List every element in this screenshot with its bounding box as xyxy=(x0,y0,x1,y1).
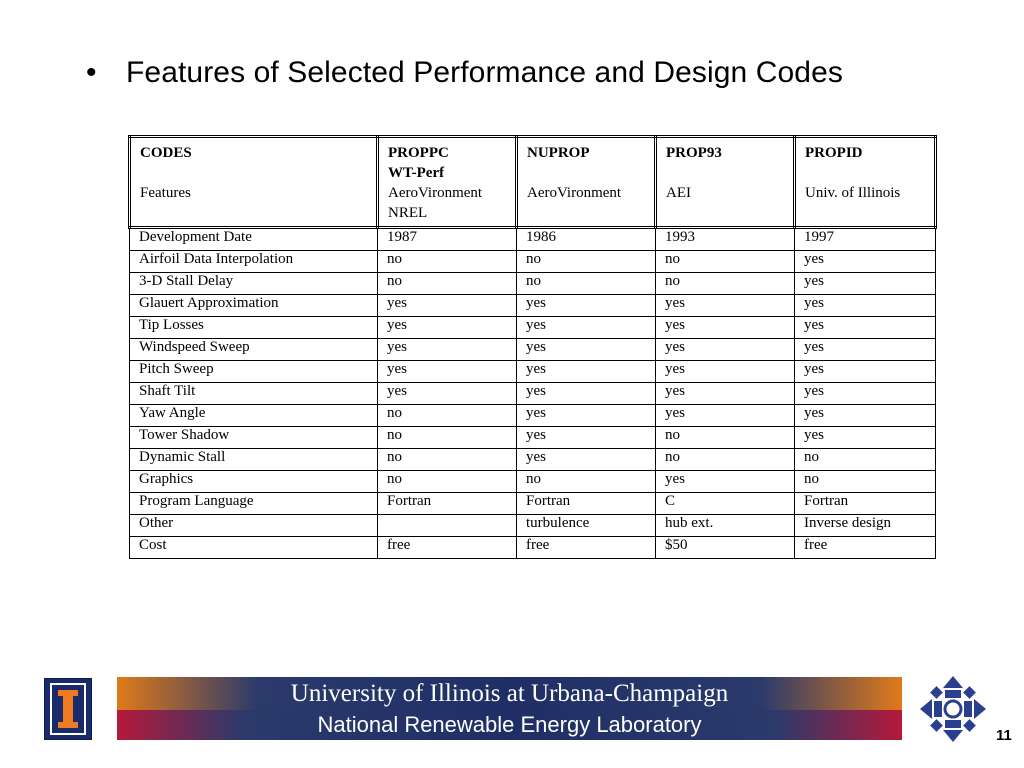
table-cell: yes xyxy=(517,317,656,339)
table-row xyxy=(130,339,936,361)
table-cell: free xyxy=(378,537,517,559)
table-cell xyxy=(378,515,517,537)
feature-name-cell: Airfoil Data Interpolation xyxy=(130,251,378,273)
table-cell: yes xyxy=(378,383,517,405)
table-cell: Fortran xyxy=(378,493,517,515)
header-code-name: NUPROP xyxy=(527,145,590,161)
table-cell: yes xyxy=(795,295,936,317)
feature-name-cell: 3-D Stall Delay xyxy=(130,273,378,295)
table-row xyxy=(130,295,936,317)
feature-name-cell: Tower Shadow xyxy=(130,427,378,449)
table-cell: yes xyxy=(795,339,936,361)
table-cell: no xyxy=(378,427,517,449)
table-cell: no xyxy=(378,471,517,493)
table-row xyxy=(130,273,936,295)
table-cell: no xyxy=(795,449,936,471)
table-cell: no xyxy=(656,251,795,273)
table-cell: no xyxy=(656,449,795,471)
feature-name-cell: Development Date xyxy=(130,228,378,251)
table-cell: yes xyxy=(378,317,517,339)
table-cell: yes xyxy=(378,295,517,317)
table-cell: yes xyxy=(795,273,936,295)
table-row xyxy=(130,361,936,383)
table-cell: yes xyxy=(378,361,517,383)
table-cell: 1987 xyxy=(378,228,517,251)
bullet-icon: • xyxy=(86,56,97,89)
table-cell: yes xyxy=(517,361,656,383)
header-origin: NREL xyxy=(388,205,428,221)
table-row xyxy=(130,383,936,405)
table-cell: yes xyxy=(656,405,795,427)
table-cell: no xyxy=(378,251,517,273)
header-code-name: PROPPC xyxy=(388,145,449,161)
header-cell xyxy=(795,137,936,228)
table-cell: no xyxy=(656,273,795,295)
feature-name-cell: Tip Losses xyxy=(130,317,378,339)
table-cell: no xyxy=(517,471,656,493)
table-cell: no xyxy=(517,273,656,295)
header-code-name: WT-Perf xyxy=(388,165,445,181)
table-cell: free xyxy=(517,537,656,559)
table-cell: yes xyxy=(656,383,795,405)
table-header-row xyxy=(130,137,936,228)
table-cell: yes xyxy=(795,317,936,339)
table-cell: 1986 xyxy=(517,228,656,251)
table-cell: free xyxy=(795,537,936,559)
table-row xyxy=(130,228,936,251)
table-row xyxy=(130,427,936,449)
table-cell: no xyxy=(378,405,517,427)
table-cell: yes xyxy=(517,427,656,449)
header-cell xyxy=(378,137,517,228)
table-cell: Inverse design xyxy=(795,515,936,537)
table-cell: $50 xyxy=(656,537,795,559)
table-cell: 1993 xyxy=(656,228,795,251)
header-origin: AeroVironment xyxy=(527,185,622,201)
table-cell: yes xyxy=(656,339,795,361)
table-cell: yes xyxy=(517,383,656,405)
table-cell: yes xyxy=(656,471,795,493)
table-cell: yes xyxy=(656,361,795,383)
table-cell: yes xyxy=(517,339,656,361)
table-row xyxy=(130,251,936,273)
slide-title: Features of Selected Performance and Design Codes xyxy=(126,56,843,89)
table-row xyxy=(130,537,936,559)
slide-title-row xyxy=(86,56,843,90)
table-row xyxy=(130,471,936,493)
table-cell: C xyxy=(656,493,795,515)
header-code-name: PROPID xyxy=(805,145,863,161)
feature-name-cell: Other xyxy=(130,515,378,537)
table-cell: yes xyxy=(656,317,795,339)
table-row xyxy=(130,405,936,427)
header-code-name: CODES xyxy=(140,145,192,161)
table-cell: Fortran xyxy=(795,493,936,515)
header-origin: AeroVironment xyxy=(388,185,483,201)
table-row xyxy=(130,515,936,537)
nrel-logo-icon xyxy=(918,674,988,744)
table-cell: yes xyxy=(378,339,517,361)
footer-banner-university: University of Illinois at Urbana-Champaign xyxy=(117,677,902,710)
table-cell: yes xyxy=(656,295,795,317)
footer-banner-nrel: National Renewable Energy Laboratory xyxy=(117,710,902,740)
feature-name-cell: Pitch Sweep xyxy=(130,361,378,383)
table-cell: hub ext. xyxy=(656,515,795,537)
table-cell: no xyxy=(378,449,517,471)
feature-name-cell: Cost xyxy=(130,537,378,559)
feature-name-cell: Dynamic Stall xyxy=(130,449,378,471)
header-origin: Features xyxy=(140,185,191,201)
header-code-name: PROP93 xyxy=(666,145,722,161)
table-cell: yes xyxy=(517,405,656,427)
table-cell: no xyxy=(656,427,795,449)
feature-name-cell: Windspeed Sweep xyxy=(130,339,378,361)
header-origin: AEI xyxy=(666,185,691,201)
table-cell: yes xyxy=(795,383,936,405)
table-cell: yes xyxy=(517,295,656,317)
feature-name-cell: Graphics xyxy=(130,471,378,493)
feature-name-cell: Yaw Angle xyxy=(130,405,378,427)
table-cell: yes xyxy=(795,251,936,273)
table-cell: no xyxy=(378,273,517,295)
table-row xyxy=(130,493,936,515)
feature-name-cell: Glauert Approximation xyxy=(130,295,378,317)
table-row xyxy=(130,449,936,471)
feature-name-cell: Program Language xyxy=(130,493,378,515)
table-cell: yes xyxy=(517,449,656,471)
feature-name-cell: Shaft Tilt xyxy=(130,383,378,405)
table-cell: Fortran xyxy=(517,493,656,515)
table-cell: yes xyxy=(795,361,936,383)
header-cell xyxy=(130,137,378,228)
header-cell xyxy=(517,137,656,228)
table-cell: turbulence xyxy=(517,515,656,537)
page-number: 11 xyxy=(996,727,1012,744)
table-row xyxy=(130,317,936,339)
table-cell: 1997 xyxy=(795,228,936,251)
features-table xyxy=(128,135,937,559)
illinois-i-logo-icon xyxy=(44,678,92,740)
table-cell: yes xyxy=(795,427,936,449)
table-cell: no xyxy=(795,471,936,493)
table-cell: no xyxy=(517,251,656,273)
header-cell xyxy=(656,137,795,228)
header-origin: Univ. of Illinois xyxy=(805,185,901,201)
table-cell: yes xyxy=(795,405,936,427)
